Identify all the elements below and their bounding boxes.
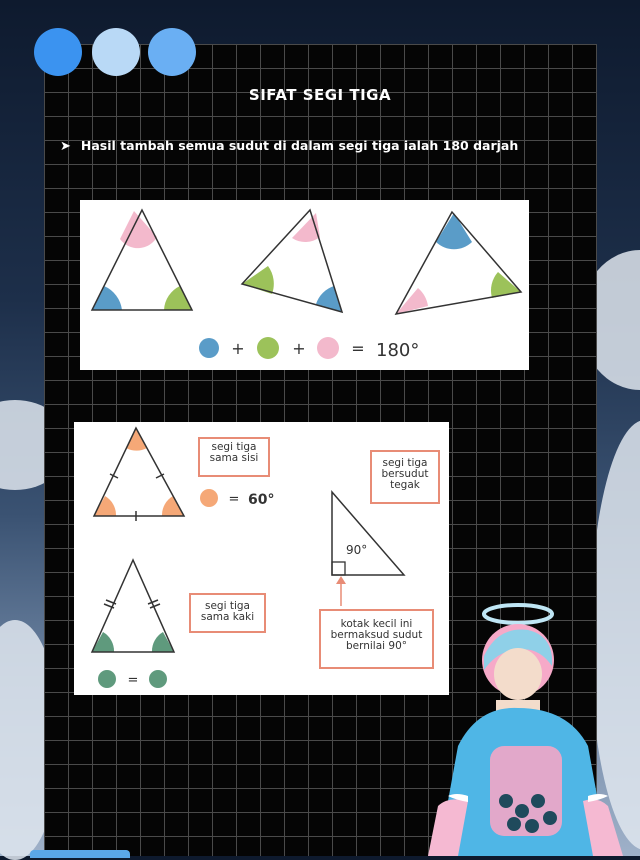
- orange-angle-dot: [200, 489, 218, 507]
- sixty-degrees: 60°: [248, 492, 275, 508]
- blue-angle-dot: [199, 338, 219, 358]
- teal-angle-dot-2: [149, 670, 167, 688]
- triangle-1: [92, 210, 192, 310]
- label-equilateral: [198, 437, 270, 477]
- decor-dot-3: [148, 28, 196, 76]
- sum-result: 180°: [376, 340, 420, 361]
- green-angle-dot: [257, 337, 279, 359]
- bullet-statement: [60, 138, 518, 154]
- label-isosceles: [189, 593, 266, 633]
- label-equilateral-text: segi tiga sama sisi: [209, 441, 259, 464]
- plus-sign-1: +: [231, 339, 245, 358]
- label-right-text: segi tiga bersudut tegak: [381, 457, 429, 491]
- equals-sign-60: =: [228, 492, 240, 507]
- equals-sign-iso: =: [127, 673, 139, 688]
- triangle-types-card: [74, 422, 449, 695]
- angle-sum-illustration: [80, 200, 529, 370]
- teal-angle-dot-1: [98, 670, 116, 688]
- decor-dot-1: [34, 28, 82, 76]
- bottom-tab: [30, 850, 130, 858]
- right-triangle: [332, 492, 404, 575]
- arrow-bullet-icon: ➤: [60, 139, 71, 154]
- character-illustration: [418, 596, 640, 856]
- ninety-degrees: 90°: [346, 543, 368, 557]
- angle-sum-card: [80, 200, 529, 370]
- label-right-angle-note: [319, 609, 434, 669]
- page-title: SIFAT SEGI TIGA: [248, 86, 392, 104]
- label-right: [370, 450, 440, 504]
- label-isosceles-text: segi tiga sama kaki: [200, 600, 255, 623]
- bullet-text: Hasil tambah semua sudut di dalam segi tiga ialah 180 darjah: [80, 138, 519, 153]
- equals-sign: =: [351, 339, 365, 358]
- pink-angle-dot: [317, 337, 339, 359]
- arrow-up-icon: [336, 576, 346, 584]
- label-right-angle-note-text: kotak kecil ini bermaksud sudut bernilai 90°: [330, 618, 423, 652]
- plus-sign-2: +: [292, 339, 306, 358]
- decor-dot-2: [92, 28, 140, 76]
- triangle-2: [242, 210, 342, 312]
- equilateral-triangle: [94, 428, 184, 521]
- triangle-3: [396, 212, 521, 314]
- isosceles-triangle: [92, 560, 174, 652]
